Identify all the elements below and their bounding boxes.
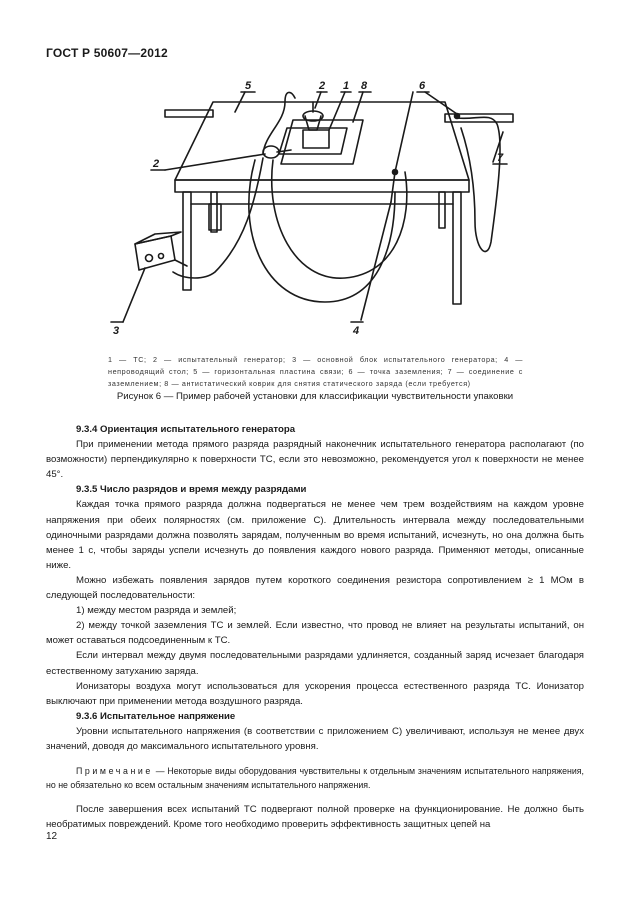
antistatic-mat: [281, 120, 363, 164]
page-number: 12: [46, 831, 58, 842]
note: [46, 764, 584, 792]
paragraph: Можно избежать появления зарядов путем короткого соединения резистора сопротивлением ≥ 1 МОм в следующей последовательности:: [46, 574, 584, 602]
label-1: 1: [343, 80, 350, 92]
label-6: 6: [419, 80, 426, 92]
label-7: 7: [497, 152, 504, 164]
paragraph: Если интервал между двумя последовательными разрядами удлиняется, созданный заряд исчезает благодаря естественному затуханию заряда.: [46, 650, 584, 677]
label-2-top: 2: [319, 80, 326, 92]
section-heading: 9.3.4 Ориентация испытательного генератора: [76, 424, 296, 435]
paragraph: 2) между точкой заземления ТС и землей. Если известно, что провод не влияет на результаты испытаний, он может оставаться подсоединенным к ТС.: [46, 620, 584, 647]
paragraph: Уровни испытательного напряжения (в соответствии с приложением С) увеличивают, используя не менее двух значений, доводя до максимального испытательного уровня.: [46, 725, 584, 752]
figure-legend: 1 — ТС; 2 — испытательный генератор; 3 — основной блок испытательного генератора; 4 — непроводящий стол; 5 — горизонтальная пластина связи; 6 — точка заземления; 7 — соединение с заземлением; 8 — антистатический коврик для снятия статического заряда (если требуется): [108, 355, 523, 388]
note-text: — Некоторые виды оборудования чувствительны к отдельным значениям испытательного напряжения, но не обязательно ко всем остальным значениям испытательного напряжения.: [46, 766, 584, 791]
paragraph: Ионизаторы воздуха могут использоваться для ускорения процесса естественного разряда ТС. Ионизатор выключают при применении метода воздушного разряда.: [46, 680, 584, 707]
device-under-test: [303, 130, 329, 148]
note-lead: Примечание: [76, 766, 153, 777]
label-8: 8: [361, 80, 368, 92]
label-4: 4: [353, 325, 360, 337]
table-leg-mid-left: [211, 192, 217, 232]
label-3: 3: [113, 325, 120, 337]
paragraph: 1) между местом разряда и землей;: [76, 605, 237, 617]
document-header: ГОСТ Р 50607—2012: [46, 46, 168, 60]
label-5: 5: [245, 80, 252, 92]
test-setup-figure: [95, 72, 535, 340]
paragraph: После завершения всех испытаний ТС подвергают полной проверке на функционирование. Не должно быть необратимых повреждений. Кроме того необходимо проверить эффективность защитных цепей на: [46, 804, 584, 831]
figure-title: Рисунок 6 — Пример рабочей установки для классификации чувствительности упаковки: [116, 391, 514, 402]
body-text: [46, 422, 584, 832]
paragraph: При применении метода прямого разряда разрядный наконечник испытательного генератора располагают (по возможности) перпендикулярно к поверхности ТС, если это невозможно, рекомендуется угол к поверхности не менее 45°.: [46, 439, 584, 481]
table-front-edge: [175, 180, 469, 192]
table-leg-mid-right: [439, 192, 445, 228]
table-leg-left: [183, 192, 191, 290]
section-heading: 9.3.5 Число разрядов и время между разрядами: [76, 484, 307, 496]
paragraph: Каждая точка прямого разряда должна подвергаться не менее чем трем воздействиям на каждом уровне напряжения при обеих полярностях (см. приложение С). Длительность интервала между последовательными одиночными разрядами должна позволять зарядам, полученным во время испытаний, исчезнуть, но она должна быть менее 1 с, чтобы заряды успели исчезнуть до появления каждого нового разряда. Применяют методы, описанные ниже.: [46, 499, 584, 571]
table-leg-right: [453, 192, 461, 304]
section-heading: 9.3.6 Испытательное напряжение: [76, 710, 236, 722]
label-2-side: 2: [153, 158, 160, 170]
